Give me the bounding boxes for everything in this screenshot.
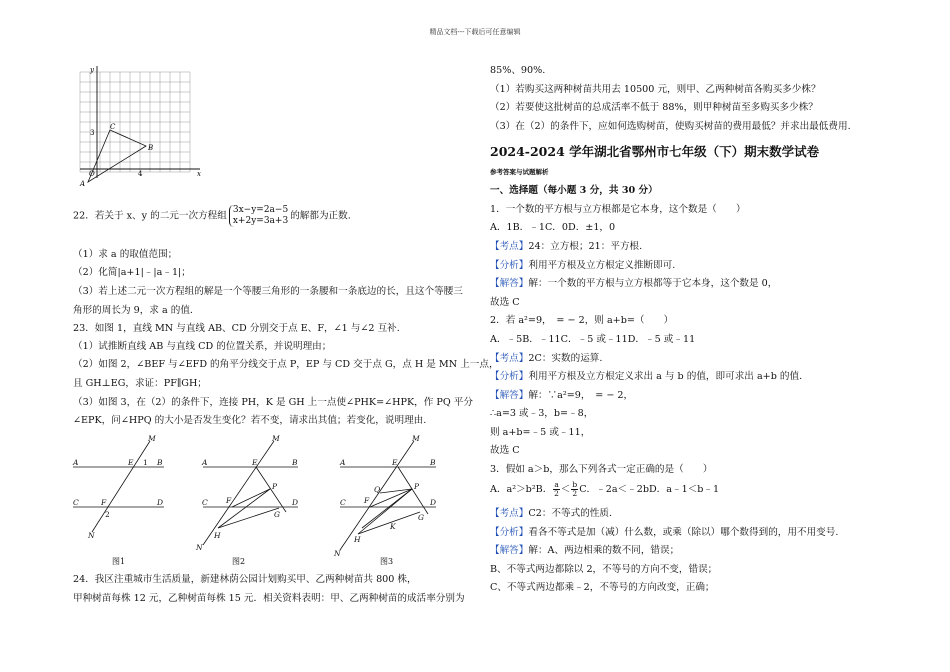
fig3-label-e: E bbox=[392, 458, 398, 467]
a2-fenxi: 【分析】利用平方根及立方根定义求出 a 与 b 的值，即可求出 a+b 的值. bbox=[490, 371, 803, 382]
q22-part2: （2）化简|a+1|﹣|a﹣1|； bbox=[73, 267, 191, 278]
fig3-label-c: C bbox=[340, 498, 346, 507]
q23-figures bbox=[68, 432, 458, 568]
q24-line2: 甲种树苗每株 12 元，乙种树苗每株 15 元．相关资料表明：甲、乙两种树苗的成活率分别为 bbox=[73, 593, 465, 604]
fig2-label-f: F bbox=[226, 496, 232, 505]
fig1-label-a: A bbox=[73, 458, 79, 467]
a3-fenxi: 【分析】看各不等式是加（减）什么数，或乘（除以）哪个数得到的，用不用变号. bbox=[490, 527, 839, 538]
fig3-label-b: B bbox=[430, 458, 436, 467]
fig1-label-one: 1 bbox=[143, 458, 148, 467]
q23-part2a: （2）如图 2，∠BEF 与∠EFD 的角平分线交于点 P，EP 与 CD 交于点 G，点 H 是 MN 上一点， bbox=[73, 359, 499, 370]
a1-fenxi: 【分析】利用平方根及立方根定义推断即可. bbox=[490, 260, 676, 271]
q24-part1: （1）若购买这两种树苗共用去 10500 元，则甲、乙两种树苗各购买多少株？ bbox=[490, 84, 821, 95]
fig2-label-g: G bbox=[274, 510, 280, 519]
q24-rates: 85%、90%. bbox=[490, 65, 546, 76]
label-x: x bbox=[197, 170, 201, 178]
figure-1 bbox=[73, 441, 164, 532]
label-o: O bbox=[89, 170, 95, 178]
q23-part2b: 且 GH⊥EG，求证：PF∥GH； bbox=[73, 378, 207, 389]
caption-fig1: 图1 bbox=[112, 557, 126, 566]
a1-options: A．1B．﹣1C．0D．±1，0 bbox=[490, 222, 616, 233]
fig2-label-a: A bbox=[202, 458, 208, 467]
fig1-label-c: C bbox=[73, 498, 79, 507]
fig3-label-k: K bbox=[390, 522, 396, 531]
exam-title: 2024-2024 学年湖北省鄂州市七年级（下）期末数学试卷 bbox=[490, 144, 820, 159]
fig2-label-c: C bbox=[202, 498, 208, 507]
a3-question: 3．假如 a＞b，那么下列各式一定正确的是（ ） bbox=[490, 464, 713, 475]
fig3-label-f: F bbox=[364, 496, 370, 505]
a1-jieda: 【解答】解：一个数的平方根与立方根都等于它本身，这个数是 0， bbox=[490, 278, 778, 289]
answer-section-label: 参考答案与试题解析 bbox=[490, 168, 549, 176]
section-1-heading: 一、选择题（每小题 3 分，共 30 分） bbox=[490, 185, 658, 196]
fraction-b-over-2: $\frac{b}{2}$ bbox=[572, 480, 578, 498]
fig2-label-m: M bbox=[272, 434, 280, 443]
fig2-label-n: N bbox=[196, 543, 203, 552]
fig2-label-d: D bbox=[292, 498, 299, 507]
page-header: 精品文档---下载后可任意编辑 bbox=[429, 28, 521, 36]
a2-options: A．﹣5B．﹣11C．﹣5 或﹣11D．﹣5 或﹣11 bbox=[490, 334, 696, 345]
a2-jieda: 【解答】解：∵a²=9， = − 2， bbox=[490, 390, 634, 401]
fig2-label-p: P bbox=[272, 482, 278, 491]
q22-part3a: （3）若上述二元一次方程组的解是一个等腰三角形的一条腰和一条底边的长，且这个等腰三 bbox=[73, 286, 463, 297]
caption-fig3: 图3 bbox=[380, 557, 394, 566]
q23-stem: 23．如图 1，直线 MN 与直线 AB、CD 分别交于点 E、F，∠1 与∠2 互补. bbox=[73, 323, 400, 334]
fig2-label-b: B bbox=[292, 458, 298, 467]
a3-options: A．a²＞b²B． $\frac{a}{2}$ ＜ $\frac{b}{2}$ C．﹣2a＜﹣2bD．a﹣1＜b﹣1 bbox=[490, 480, 720, 498]
a1-choice: 故选 C bbox=[490, 297, 520, 308]
equation-system: 3x−y=2a−5 x+2y=3a+3 bbox=[229, 205, 288, 227]
a2-question: 2．若 a²=9， = − 2，则 a+b=（ ） bbox=[490, 315, 674, 326]
fig3-label-g: G bbox=[418, 513, 424, 522]
a3-kaodian: 【考点】C2：不等式的性质. bbox=[490, 508, 613, 519]
fig3-label-a: A bbox=[340, 458, 346, 467]
q22-part1: （1）求 a 的取值范围； bbox=[73, 249, 178, 260]
fig1-label-b: B bbox=[157, 458, 163, 467]
fig1-label-d: D bbox=[157, 498, 164, 507]
q23-part3a: （3）如图 3，在（2）的条件下，连接 PH，K 是 GH 上一点使∠PHK=∠HPK，作 PQ 平分 bbox=[73, 397, 473, 408]
figure-2 bbox=[203, 441, 298, 545]
a1-kaodian: 【考点】24：立方根；21：平方根. bbox=[490, 241, 643, 252]
a2-step2: 则 a+b=﹣5 或﹣11， bbox=[490, 427, 591, 438]
coordinate-grid-figure bbox=[70, 62, 210, 192]
q22-stem: 22．若关于 x、y 的二元一次方程组 3x−y=2a−5 x+2y=3a+3 的解都为正数. bbox=[73, 205, 351, 226]
fig2-label-h: H bbox=[214, 531, 221, 540]
figure-3 bbox=[340, 441, 436, 550]
label-four: 4 bbox=[138, 170, 143, 178]
label-b: B bbox=[148, 144, 154, 152]
fig3-label-h: H bbox=[354, 535, 361, 544]
fig3-label-q: Q bbox=[374, 485, 381, 494]
q24-part3: （3）在（2）的条件下，应如何选购树苗，使购买树苗的费用最低？并求出最低费用. bbox=[490, 121, 851, 132]
q24-part2: （2）若要使这批树苗的总成活率不低于 88%，则甲种树苗至多购买多少株？ bbox=[490, 102, 818, 113]
a3-option-c: C、不等式两边都乘﹣2，不等号的方向改变，正确； bbox=[490, 582, 715, 593]
label-a: A bbox=[80, 180, 86, 188]
label-three: 3 bbox=[90, 129, 95, 137]
a2-step1: ∴a=3 或﹣3，b=﹣8， bbox=[490, 408, 594, 419]
fig3-label-n: N bbox=[334, 549, 341, 558]
a3-jieda: 【解答】解：A、两边相乘的数不同，错误； bbox=[490, 545, 680, 556]
fig1-label-two: 2 bbox=[105, 510, 110, 519]
grid-lines bbox=[80, 72, 190, 172]
fig3-label-m: M bbox=[412, 434, 420, 443]
fig1-label-n: N bbox=[88, 531, 95, 540]
a1-question: 1．一个数的平方根与立方根都是它本身，这个数是（ ） bbox=[490, 204, 746, 215]
q22-part3b: 角形的周长为 9，求 a 的值. bbox=[73, 305, 193, 316]
q23-part1: （1）试推断直线 AB 与直线 CD 的位置关系，并说明理由； bbox=[73, 341, 332, 352]
fig1-label-e: E bbox=[128, 458, 134, 467]
fig3-label-p: P bbox=[414, 482, 420, 491]
fig1-label-f: F bbox=[101, 498, 107, 507]
a3-option-b: B、不等式两边都除以 2，不等号的方向不变，错误； bbox=[490, 564, 718, 575]
q23-part3b: ∠EPK，问∠HPQ 的大小是否发生变化？若不变，请求出其值；若变化，说明理由. bbox=[73, 415, 427, 426]
fraction-a-over-2: $\frac{a}{2}$ bbox=[554, 480, 559, 498]
q24-line1: 24．我区注重城市生活质量，新建林荫公园计划购买甲、乙两种树苗共 800 株， bbox=[73, 574, 417, 585]
a2-kaodian: 【考点】2C：实数的运算. bbox=[490, 353, 603, 364]
fig1-label-m: M bbox=[148, 434, 156, 443]
caption-fig2: 图2 bbox=[232, 557, 246, 566]
label-y: y bbox=[90, 66, 94, 74]
fig3-label-d: D bbox=[430, 498, 437, 507]
a2-choice: 故选 C bbox=[490, 445, 520, 456]
fig2-label-e: E bbox=[252, 458, 258, 467]
label-c: C bbox=[110, 123, 116, 131]
